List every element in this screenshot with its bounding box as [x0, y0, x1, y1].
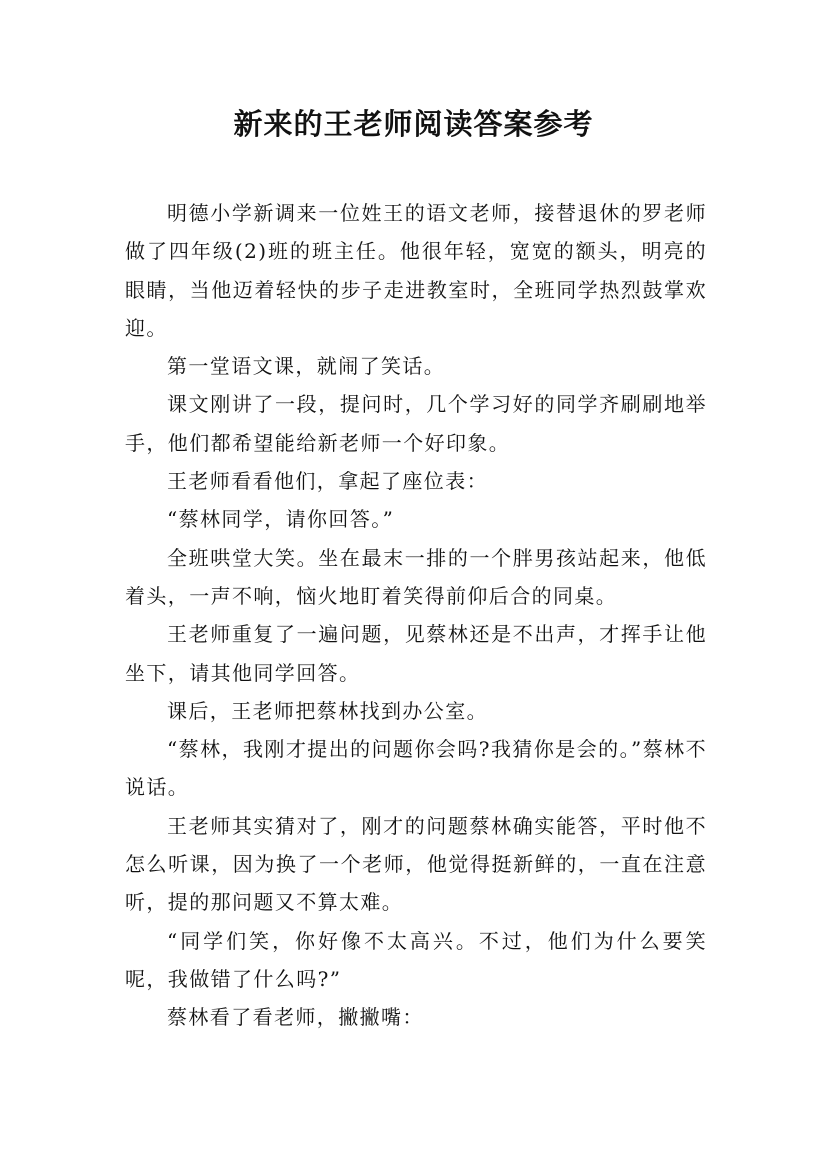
paragraph: 全班哄堂大笑。坐在最末一排的一个胖男孩站起来，他低着头，一声不响，恼火地盯着笑得前仰后合的同桌。 [125, 545, 707, 608]
paragraph: 王老师重复了一遍问题，见蔡林还是不出声，才挥手让他坐下，请其他同学回答。 [125, 622, 707, 685]
paragraph: 课后，王老师把蔡林找到办公室。 [167, 698, 488, 723]
paragraph: 王老师其实猜对了，刚才的问题蔡林确实能答，平时他不怎么听课，因为换了一个老师，他觉得挺新鲜的，一直在注意听，提的那问题又不算太难。 [125, 813, 707, 915]
document-title: 新来的王老师阅读答案参考 [233, 107, 594, 141]
paragraph: “同学们笑，你好像不太高兴。不过，他们为什么要笑呢，我做错了什么吗?” [125, 928, 707, 991]
paragraph: 王老师看看他们，拿起了座位表： [167, 469, 488, 494]
paragraph: 蔡林看了看老师，撇撇嘴： [167, 1005, 424, 1030]
paragraph: “蔡林同学，请你回答。” [167, 507, 395, 532]
paragraph: “蔡林，我刚才提出的问题你会吗?我猜你是会的。”蔡林不说话。 [125, 737, 707, 800]
paragraph: 第一堂语文课，就闹了笑话。 [167, 354, 446, 379]
paragraph: 明德小学新调来一位姓王的语文老师，接替退休的罗老师做了四年级(2)班的班主任。他很年轻，宽宽的额头，明亮的眼睛，当他迈着轻快的步子走进教室时，全班同学热烈鼓掌欢迎。 [125, 201, 707, 340]
document-body [125, 194, 707, 1037]
paragraph: 课文刚讲了一段，提问时，几个学习好的同学齐刷刷地举手，他们都希望能给新老师一个好印象。 [125, 392, 707, 455]
